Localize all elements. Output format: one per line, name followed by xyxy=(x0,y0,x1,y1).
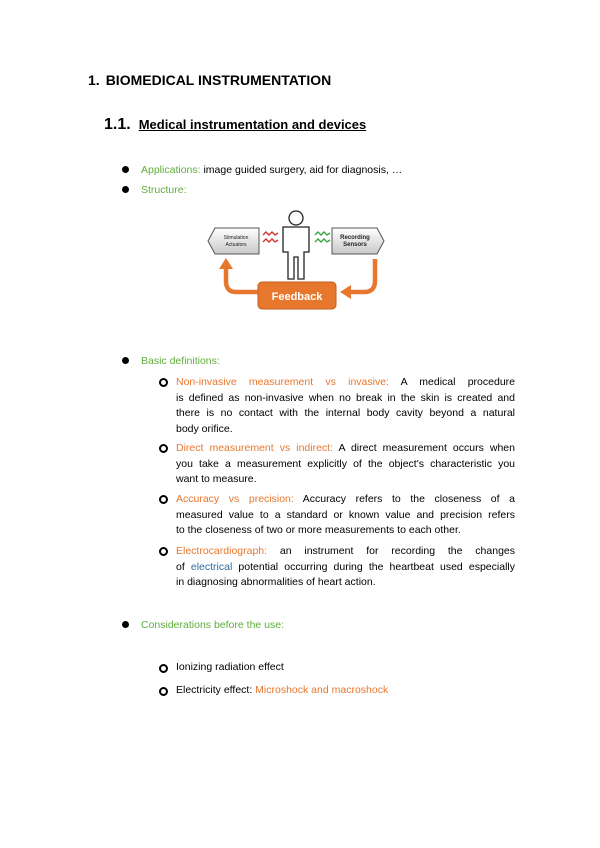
left-box-line-1: Stimulation xyxy=(223,235,249,241)
definition-accuracy xyxy=(176,492,515,539)
consideration-electricity xyxy=(176,684,388,696)
applications-text: image guided surgery, aid for diagnosis, … xyxy=(200,164,403,176)
arrow-head-right-icon xyxy=(340,285,351,299)
recording-sensors-box xyxy=(332,228,384,254)
bullet-dot-icon xyxy=(122,621,129,628)
ring-bullet-icon xyxy=(159,444,168,453)
direct-line-1: A direct measurement occurs when xyxy=(333,442,515,454)
noninvasive-line-2: is defined as non-invasive when no break in the skin is created and xyxy=(176,391,515,404)
bullet-considerations xyxy=(141,619,284,631)
ring-bullet-icon xyxy=(159,547,168,556)
applications-label: Applications: xyxy=(141,164,201,176)
noninvasive-line-1: A medical procedure xyxy=(388,376,515,388)
signal-wave-icon xyxy=(315,232,330,242)
consideration-ionizing xyxy=(176,661,284,673)
instrumentation-diagram xyxy=(205,205,390,315)
definition-direct xyxy=(176,441,515,488)
right-box-line-2: Sensors xyxy=(343,242,367,248)
heading-1 xyxy=(88,72,331,88)
ecg-line-2a: of xyxy=(176,560,191,573)
direct-line-3: want to measure. xyxy=(176,473,257,486)
arrow-head-up-icon xyxy=(219,258,233,269)
accuracy-term: Accuracy vs precision: xyxy=(176,493,294,505)
heading-2-title: Medical instrumentation and devices xyxy=(138,117,367,132)
bullet-structure xyxy=(141,184,187,196)
direct-line-2: you take a measurement explicitly of the object's characteristic you xyxy=(176,457,515,470)
bullet-dot-icon xyxy=(122,166,129,173)
ring-bullet-icon xyxy=(159,378,168,387)
heading-2-number: 1.1. xyxy=(104,116,131,133)
ecg-electrical-word: electrical xyxy=(190,560,233,573)
heading-1-number: 1. xyxy=(88,72,100,88)
left-box-line-2: Actuators xyxy=(225,242,247,248)
considerations-label: Considerations before the use: xyxy=(141,619,285,631)
direct-term: Direct measurement vs indirect: xyxy=(176,442,334,454)
bullet-dot-icon xyxy=(122,186,129,193)
accuracy-line-1: Accuracy refers to the closeness of a xyxy=(293,493,515,505)
definition-noninvasive xyxy=(176,375,515,437)
definition-ecg xyxy=(176,544,515,591)
ring-bullet-icon xyxy=(159,664,168,673)
ring-bullet-icon xyxy=(159,495,168,504)
basic-definitions-label: Basic definitions: xyxy=(141,355,220,367)
accuracy-line-3: to the closeness of two or more measurements to each other. xyxy=(176,524,461,537)
stimulation-actuators-box xyxy=(208,228,259,254)
noninvasive-term: Non-invasive measurement vs invasive: xyxy=(176,376,389,388)
accuracy-line-2: measured value to a standard or known value and precision refers xyxy=(176,508,515,521)
heading-1-title: BIOMEDICAL INSTRUMENTATION xyxy=(105,72,332,88)
return-arrow-right xyxy=(351,259,375,292)
bullet-basic-definitions xyxy=(141,355,220,367)
heading-2 xyxy=(104,116,366,134)
stimulus-wave-icon xyxy=(263,232,278,242)
noninvasive-line-4: body orifice. xyxy=(176,422,233,435)
electricity-label: Electricity effect: xyxy=(176,684,256,696)
right-box-line-1: Recording xyxy=(340,235,370,241)
ecg-term: Electrocardiograph: xyxy=(176,545,268,557)
ecg-line-1: an instrument for recording the changes xyxy=(267,545,515,557)
person-icon xyxy=(283,211,309,279)
bullet-applications xyxy=(141,164,402,176)
electricity-value: Microshock and macroshock xyxy=(255,684,389,696)
noninvasive-line-3: there is no contact with the internal body cavity beyond a natural xyxy=(176,407,515,420)
ecg-line-3: in diagnosing abnormalities of heart action. xyxy=(176,576,376,589)
feedback-label: Feedback xyxy=(271,291,323,303)
ecg-line-2b: potential occurring during the heartbeat used especially xyxy=(232,560,515,573)
structure-label: Structure: xyxy=(141,184,187,196)
ring-bullet-icon xyxy=(159,687,168,696)
bullet-dot-icon xyxy=(122,357,129,364)
ionizing-text: Ionizing radiation effect xyxy=(176,661,284,673)
return-arrow-left xyxy=(226,269,258,292)
